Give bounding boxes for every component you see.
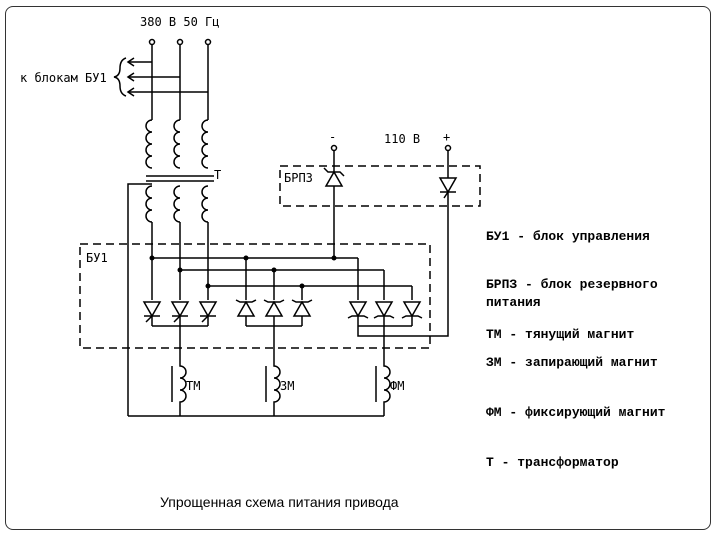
coil-zm — [266, 360, 280, 416]
minus-terminal-label: - — [329, 130, 337, 144]
legend-item — [486, 454, 708, 472]
supply-phase-lines — [152, 45, 208, 120]
legend-text: - трансформатор — [501, 455, 619, 470]
thyristor-group-fm — [348, 302, 422, 360]
transformer-core — [146, 176, 214, 181]
transformer-primary — [146, 120, 208, 168]
legend-abbr: БРПЗ — [486, 277, 518, 292]
coil-fm — [376, 360, 390, 416]
supply-terminals — [150, 40, 211, 45]
figure-caption: Упрощенная схема питания привода — [160, 494, 399, 510]
brpz-label: БРПЗ — [284, 171, 313, 185]
legend-abbr: ЗМ — [486, 355, 502, 370]
legend-item — [486, 276, 708, 312]
transformer-label: Т — [214, 168, 222, 182]
legend-abbr: БУ1 — [486, 229, 510, 244]
legend-item — [486, 354, 708, 372]
legend-text: - запирающий магнит — [509, 355, 658, 370]
dc-voltage-label: 110 В — [384, 132, 421, 146]
phase-buses — [152, 222, 412, 300]
brpz-junction-dot — [332, 256, 337, 261]
legend-text: - тянущий магнит — [509, 327, 635, 342]
legend-abbr: ТМ — [486, 327, 502, 342]
legend-item — [486, 404, 708, 422]
to-units-label: к блокам БУ1 — [20, 71, 107, 85]
coil-tm-label: ТМ — [186, 379, 201, 393]
supply-voltage-label: 380 В 50 Гц — [140, 15, 220, 29]
zener-group-zm — [236, 300, 312, 360]
legend-text: - фиксирующий магнит — [509, 405, 666, 420]
bu1-label: БУ1 — [86, 251, 108, 265]
legend-abbr: Т — [486, 455, 494, 470]
legend-item — [486, 326, 708, 344]
legend-item — [486, 228, 708, 246]
coil-fm-label: ФМ — [390, 379, 405, 393]
junction-dots — [150, 256, 305, 289]
branch-to-units — [114, 58, 208, 96]
bu1-block — [80, 244, 430, 348]
coil-zm-label: ЗМ — [280, 379, 295, 393]
coil-tm — [172, 360, 186, 416]
legend-abbr: ФМ — [486, 405, 502, 420]
legend-text: - блок управления — [517, 229, 650, 244]
brpz-circuit — [324, 146, 456, 337]
legend-text: - блок резервного питания — [486, 277, 658, 310]
thyristor-group-tm — [144, 302, 216, 360]
plus-terminal-label: + — [443, 130, 451, 144]
